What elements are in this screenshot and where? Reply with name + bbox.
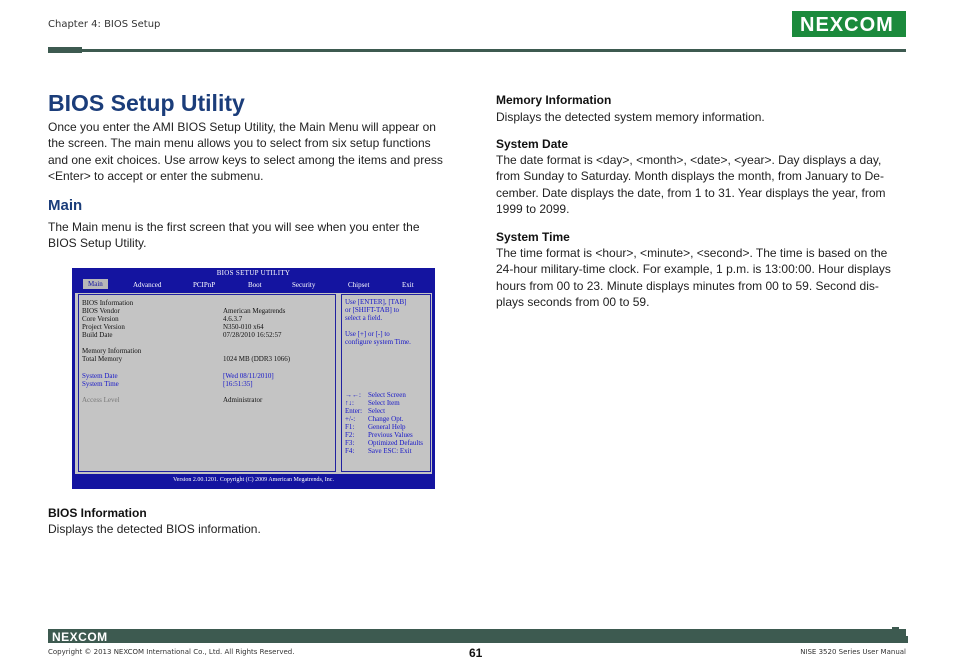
bios-screenshot [72,268,435,489]
logo-text: NEXCOM [800,14,894,36]
bios-info-heading: BIOS Information [48,506,147,520]
system-date-heading: System Date [496,137,569,151]
access-level-label: Access Level [82,396,120,404]
system-time-paragraph [496,245,906,310]
key-desc: Optimized Defaults [368,439,424,447]
intro-line: <Enter> to accept or enter the submenu. [48,168,264,183]
memory-info-text: Displays the detected system memory information. [496,110,765,124]
footer-square-icon [901,636,908,643]
system-time-value[interactable]: [16:51:35] [223,380,253,388]
page-title: BIOS Setup Utility [48,90,245,116]
intro-line: the screen. The main menu allows you to select from six setup functions [48,136,431,151]
intro-line: Once you enter the AMI BIOS Setup Utility, the Main Menu will appear on [48,120,436,134]
system-time-heading: System Time [496,230,570,244]
key-label: F4: [345,447,355,455]
access-level-value: Administrator [223,396,263,404]
bios-body [75,293,432,474]
bios-tab-security[interactable]: Security [292,281,316,289]
bios-tab-pcipnp[interactable]: PCIPnP [193,281,216,289]
main-line: BIOS Setup Utility. [48,236,147,251]
page-number: 61 [469,646,483,660]
key-label: →←: [345,391,361,399]
footer-square-icon [892,636,899,643]
core-version-value: 4.6.3.7 [223,315,243,323]
system-date-paragraph [496,152,906,217]
bios-vendor-value: American Megatrends [223,307,286,315]
key-label: ↑↓: [345,399,354,407]
total-memory-value: 1024 MB (DDR3 1066) [223,355,291,363]
key-desc: Select Screen [368,391,406,399]
nexcom-logo [792,11,906,37]
bios-info-label: BIOS Information [82,299,134,307]
help-line: Use [+] or [-] to [345,330,390,338]
bios-title: BIOS SETUP UTILITY [216,269,291,277]
help-line: configure system Time. [345,338,411,346]
help-line: Use [ENTER], [TAB] [345,298,407,306]
key-label: F2: [345,431,355,439]
bios-tab-boot[interactable]: Boot [248,281,262,289]
footer-logo: NEXCOM [52,630,108,644]
key-desc: Change Opt. [368,415,404,423]
core-version-label: Core Version [82,315,119,323]
help-line: or [SHIFT-TAB] to [345,306,400,314]
manual-title: NISE 3520 Series User Manual [800,648,906,656]
system-time-line: 24-hour military-time clock. For example, 1 p.m. is 13:00:00. Hour displays [496,262,891,277]
build-date-value: 07/28/2010 16:52:57 [223,331,282,339]
system-time-line: The time format is <hour>, <minute>, <second>. The time is based on the [496,246,888,260]
copyright: Copyright © 2013 NEXCOM International Co., Ltd. All Rights Reserved. [48,648,295,656]
footer-rule [48,629,906,643]
key-label: F1: [345,423,355,431]
key-desc: Select [368,407,386,415]
key-desc: Previous Values [368,431,413,439]
total-memory-label: Total Memory [82,355,123,363]
key-label: Enter: [345,407,363,415]
main-heading: Main [48,197,83,214]
bios-tab-exit[interactable]: Exit [402,281,414,289]
system-date-line: cember. Date displays the date, from 1 to 31. Year displays the year, from [496,185,886,200]
bios-tab-advanced[interactable]: Advanced [133,281,162,289]
main-line: The Main menu is the first screen that you will see when you enter the [48,220,420,234]
project-version-label: Project Version [82,323,125,331]
main-paragraph [48,219,458,252]
help-line: select a field. [345,314,383,322]
key-desc: Select Item [368,399,400,407]
system-date-line: 1999 to 2099. [496,201,570,216]
system-date-line: The date format is <day>, <month>, <date>, <year>. Day displays a day, [496,153,882,167]
key-desc: General Help [368,423,406,431]
system-date-value[interactable]: [Wed 08/11/2010] [223,372,274,380]
key-desc: Save ESC: Exit [368,447,412,455]
header-rule-accent [48,47,82,53]
bios-tab-main[interactable]: Main [83,279,108,289]
system-date-line: from Sunday to Saturday. Month displays the month, from January to De- [496,169,884,184]
build-date-label: Build Date [82,331,113,339]
system-date-label[interactable]: System Date [82,372,118,380]
intro-paragraph [48,119,458,184]
system-time-label[interactable]: System Time [82,380,119,388]
bios-vendor-label: BIOS Vendor [82,307,120,315]
header-rule [48,49,906,52]
intro-line: and one exit choices. Use arrow keys to select among the items and press [48,152,443,167]
key-label: +/-: [345,415,356,423]
bios-info-text: Displays the detected BIOS information. [48,522,261,536]
key-label: F3: [345,439,355,447]
memory-info-heading: Memory Information [496,93,612,107]
bios-version-footer: Version 2.00.1201. Copyright (C) 2009 American Megatrends, Inc. [173,477,334,483]
bios-main-panel [78,294,336,472]
project-version-value: N350-010 x64 [223,323,264,331]
bios-help-panel [341,294,431,472]
footer-square-icon [892,627,899,634]
system-time-line: hours from 00 to 23. Minute displays minutes from 00 to 59. Second dis- [496,278,879,293]
memory-info-label: Memory Information [82,347,142,355]
bios-menu-bar [72,279,435,291]
bios-tab-chipset[interactable]: Chipset [348,281,370,289]
system-time-line: plays seconds from 00 to 59. [496,294,650,309]
chapter-label: Chapter 4: BIOS Setup [48,19,161,30]
